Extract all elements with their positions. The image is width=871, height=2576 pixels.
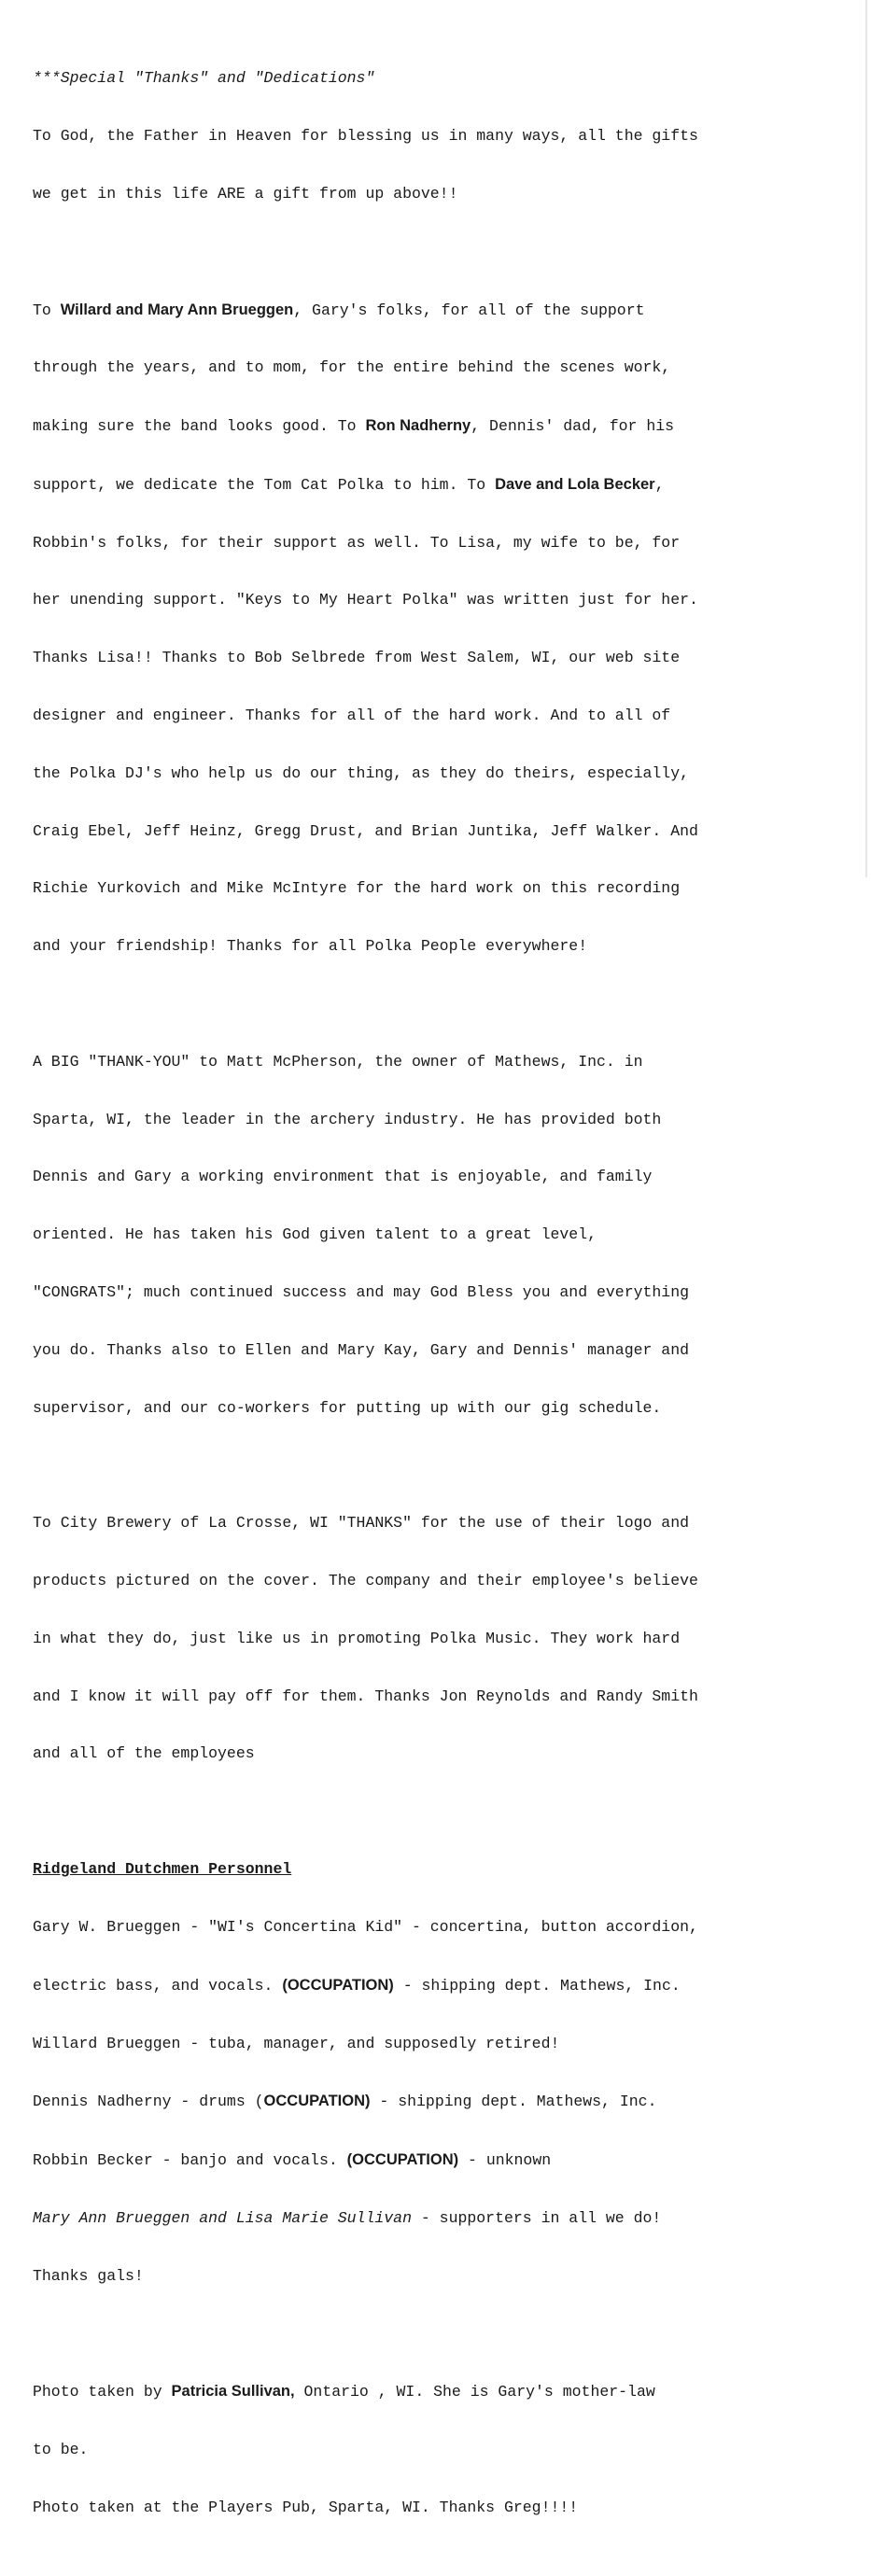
text-line: the Polka DJ's who help us do our thing, as they do theirs, especially, xyxy=(33,763,690,782)
text-span: , Gary's folks, for all of the support xyxy=(293,301,645,319)
text-line: Dennis and Gary a working environment that is enjoyable, and family xyxy=(33,1168,653,1186)
text-line: supervisor, and our co-workers for putting up with our gig schedule. xyxy=(33,1398,662,1417)
text-span: Photo taken by xyxy=(33,2383,172,2401)
text-line: designer and engineer. Thanks for all of the hard work. And to all of xyxy=(33,706,671,724)
text-line: Craig Ebel, Jeff Heinz, Gregg Drust, and Brian Juntika, Jeff Walker. And xyxy=(33,821,698,840)
text-span: - shipping dept. Mathews, Inc. xyxy=(393,1976,681,1995)
text-span: electric bass, and vocals. xyxy=(33,1976,283,1995)
text-line: and all of the employees xyxy=(33,1744,255,1763)
text-span: - supporters in all we do! xyxy=(411,2208,662,2227)
italic-names: Mary Ann Brueggen and Lisa Marie Sullivan xyxy=(33,2208,412,2227)
brewery-thanks-paragraph xyxy=(33,1476,854,1802)
text-line: Robbin's folks, for their support as well. To Lisa, my wife to be, for xyxy=(33,533,681,552)
text-span: Ontario , WI. She is Gary's mother-law xyxy=(294,2383,655,2401)
document-page xyxy=(33,31,854,2576)
text-span: , Dennis' dad, for his xyxy=(471,417,675,436)
text-line xyxy=(33,1976,854,1996)
mathews-thanks-paragraph xyxy=(33,1015,854,1457)
occupation-label: OCCUPATION) xyxy=(263,2093,371,2110)
text-line xyxy=(33,475,854,496)
bold-name: Ron Nadherny xyxy=(365,417,471,435)
text-line: Gary W. Brueggen - "WI's Concertina Kid" - concertina, button accordion, xyxy=(33,1918,698,1936)
bold-name: Dave and Lola Becker xyxy=(495,475,655,493)
text-span: Robbin Becker - banjo and vocals. xyxy=(33,2151,347,2170)
text-line: A BIG "THANK-YOU" to Matt McPherson, the owner of Mathews, Inc. in xyxy=(33,1052,643,1071)
text-span: - unknown xyxy=(458,2151,552,2170)
text-line: To City Brewery of La Crosse, WI "THANKS" for the use of their logo and xyxy=(33,1514,690,1533)
text-line: Photo taken at the Players Pub, Sparta, WI. Thanks Greg!!!! xyxy=(33,2499,579,2517)
text-line: and your friendship! Thanks for all Polka People everywhere! xyxy=(33,937,588,956)
text-line: and I know it will pay off for them. Thanks Jon Reynolds and Randy Smith xyxy=(33,1687,698,1705)
text-line: you do. Thanks also to Ellen and Mary Kay, Gary and Dennis' manager and xyxy=(33,1340,690,1359)
text-span: making sure the band looks good. To xyxy=(33,417,366,436)
text-line: products pictured on the cover. The company and their employee's believe xyxy=(33,1572,698,1590)
occupation-label: (OCCUPATION) xyxy=(346,2151,459,2169)
text-line: Willard Brueggen - tuba, manager, and supposedly retired! xyxy=(33,2034,560,2052)
family-thanks-paragraph xyxy=(33,261,854,995)
bold-name: Willard and Mary Ann Brueggen xyxy=(60,301,294,318)
text-span: To xyxy=(33,301,61,319)
page-edge-line xyxy=(865,0,867,877)
text-line: oriented. He has taken his God given talent to a great level, xyxy=(33,1225,597,1244)
text-line xyxy=(33,301,854,321)
personnel-title: Ridgeland Dutchmen Personnel xyxy=(33,1860,292,1879)
text-line: Sparta, WI, the leader in the archery industry. He has provided both xyxy=(33,1110,662,1128)
section-heading: ***Special "Thanks" and "Dedications" xyxy=(33,69,375,88)
text-line xyxy=(33,2382,854,2402)
text-line xyxy=(33,416,854,437)
text-line: through the years, and to mom, for the entire behind the scenes work, xyxy=(33,358,671,377)
text-line: we get in this life ARE a gift from up above!! xyxy=(33,184,458,203)
text-line: "CONGRATS"; much continued success and may God Bless you and everything xyxy=(33,1283,690,1301)
text-line: To God, the Father in Heaven for blessing us in many ways, all the gifts xyxy=(33,126,698,145)
text-line: to be. xyxy=(33,2441,89,2459)
text-span: support, we dedicate the Tom Cat Polka to him. To xyxy=(33,475,496,494)
occupation-label: (OCCUPATION) xyxy=(282,1976,394,1994)
text-line: in what they do, just like us in promoting Polka Music. They work hard xyxy=(33,1629,681,1647)
bold-name: Patricia Sullivan, xyxy=(171,2383,295,2401)
text-line xyxy=(33,2150,854,2171)
text-line: Richie Yurkovich and Mike McIntyre for the hard work on this recording xyxy=(33,879,681,898)
text-line: Thanks Lisa!! Thanks to Bob Selbrede from West Salem, WI, our web site xyxy=(33,649,681,667)
text-line: her unending support. "Keys to My Heart Polka" was written just for her. xyxy=(33,591,698,609)
thanks-section xyxy=(33,31,854,243)
personnel-section xyxy=(33,1822,854,2324)
text-line xyxy=(33,2092,854,2112)
photo-credits xyxy=(33,2344,854,2556)
text-line xyxy=(33,2209,854,2229)
text-line: Thanks gals! xyxy=(33,2266,144,2285)
text-span: - shipping dept. Mathews, Inc. xyxy=(370,2093,657,2111)
text-span: , xyxy=(654,475,665,494)
text-span: Dennis Nadherny - drums ( xyxy=(33,2093,264,2111)
